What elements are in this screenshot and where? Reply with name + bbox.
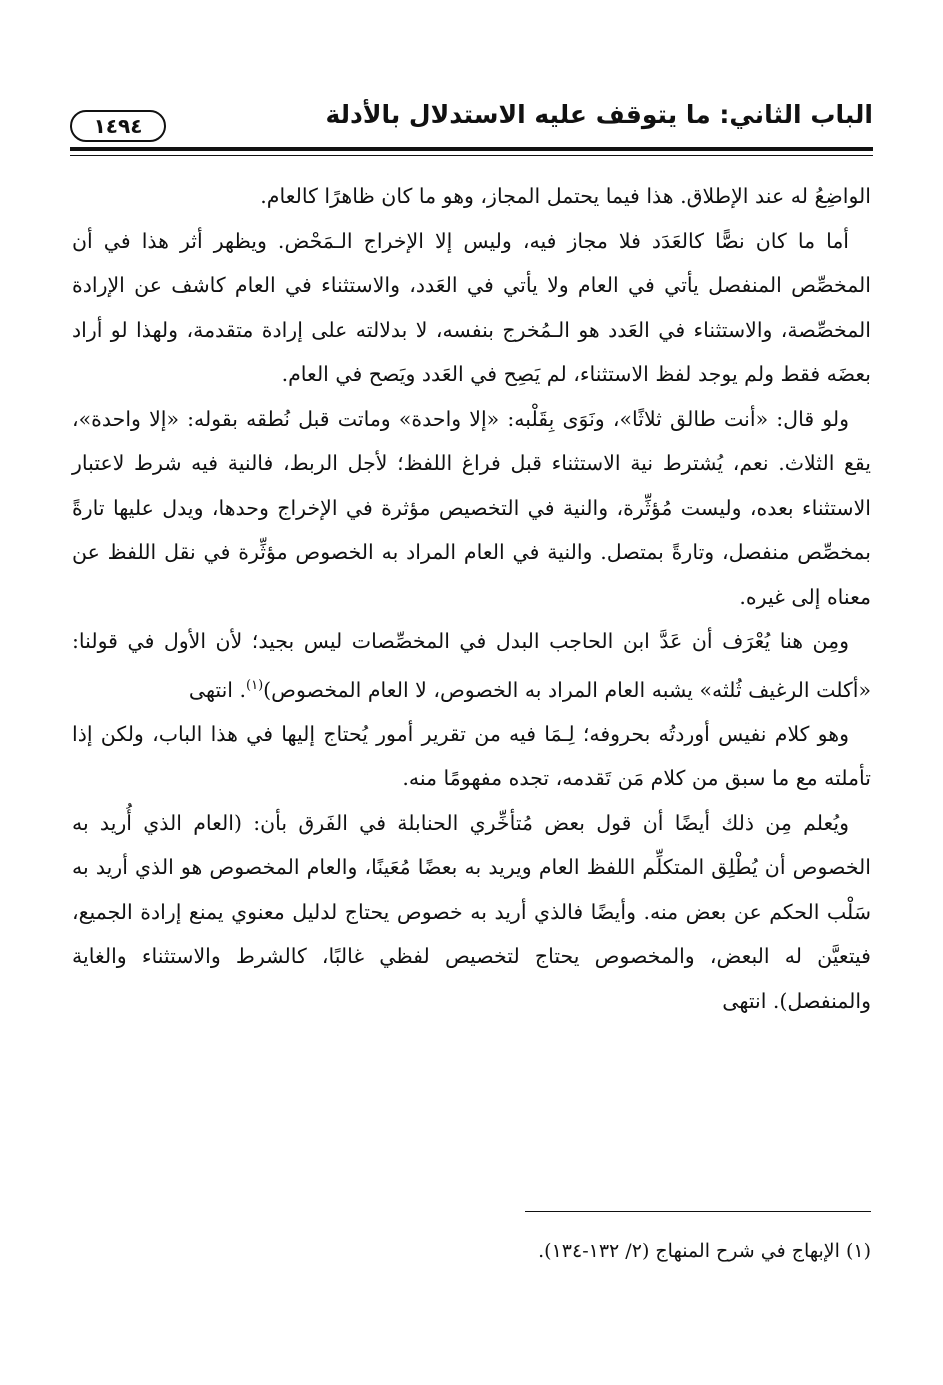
footnote <box>72 1236 871 1266</box>
header-rule-thick <box>70 147 873 151</box>
paragraph <box>72 397 871 620</box>
main-text <box>72 174 871 1023</box>
page-header <box>70 96 873 146</box>
footnote-text: (١) الإبهاج في شرح المنهاج (٢/ ١٣٢-١٣٤). <box>538 1240 871 1262</box>
paragraph-tail: . انتهى <box>188 677 247 702</box>
header-rule-thin <box>70 155 873 156</box>
paragraph <box>72 219 871 397</box>
paragraph-text: أما ما كان نصًّا كالعَدَد فلا مجاز فيه، وليس إلا الإخراج الـمَحْض. ويظهر أثر هذا في أن المخصِّص المنفصل يأتي في العام ولا يأتي في العَدد، والاستثناء في العام كاشف عن الإرادة المخصِّصة، والاستثناء في العَدد هو الـمُخرج بنفسه، لا بدلالته على إرادة متقدمة، ولهذا لو أراد بعضَه فقط ولم يوجد لفظ الاستثناء، لم يَصِح في العَدد ويَصح في العام. <box>72 228 871 386</box>
paragraph-text: ولو قال: «أنت طالق ثلاثًا»، ونَوَى بِقَلْبه: «إلا واحدة» وماتت قبل نُطقه بقوله: «إلا واحدة»، يقع الثلاث. نعم، يُشترط نية الاستثناء قبل فراغ اللفظ؛ لأجل الربط، فالنية فيه شرط لاعتبار الاستثناء بعده، وليست مُؤثِّرة، والنية في التخصيص مؤثرة في الإخراج وحدها، ويدل عليها تارةً بمخصِّص منفصل، وتارةً بمتصل. والنية في العام المراد به الخصوص مؤثِّرة في نقل اللفظ عن معناه إلى غيره. <box>72 406 871 609</box>
footnote-reference: (١) <box>246 677 264 693</box>
paragraph-text: وهو كلام نفيس أوردتُه بحروفه؛ لِـمَا فيه من تقرير أمور يُحتاج إليها في هذا الباب، ولكن إذا تأملته مع ما سبق من كلام مَن تَقدمه، تجده مفهومًا منه. <box>72 721 871 791</box>
footnote-separator <box>525 1211 871 1212</box>
paragraph <box>72 619 871 712</box>
paragraph-text: الواضِعُ له عند الإطلاق. هذا فيما يحتمل المجاز، وهو ما كان ظاهرًا كالعام. <box>260 184 871 208</box>
paragraph <box>72 174 871 219</box>
paragraph-text: ومِن هنا يُعْرَف أن عَدَّ ابن الحاجب البدل في المخصِّصات ليس بجيد؛ لأن الأول في قولنا: «أكلت الرغيف ثُلثه» يشبه العام المراد به الخصوص، لا العام المخصوص) <box>72 629 871 702</box>
page-number: ١٤٩٤ <box>70 110 166 142</box>
paragraph <box>72 801 871 1024</box>
paragraph-text: ويُعلم مِن ذلك أيضًا أن قول بعض مُتأخِّري الحنابلة في الفَرق بأن: (العام الذي أُريد به الخصوص أن يُطْلِق المتكلِّم اللفظ العام ويريد به بعضًا مُعَينًا، والعام المخصوص هو الذي أريد به سَلْب الحكم عن بعض منه. وأيضًا فالذي أريد به خصوص يحتاج لدليل معنوي يمنع إرادة الجميع، فيتعيَّن له البعض، والمخصوص يحتاج لتخصيص لفظي غالبًا، كالشرط والاستثناء والغاية والمنفصل). انتهى <box>72 810 871 1013</box>
paragraph <box>72 712 871 801</box>
running-title: الباب الثاني: ما يتوقف عليه الاستدلال بالأدلة <box>325 100 873 129</box>
